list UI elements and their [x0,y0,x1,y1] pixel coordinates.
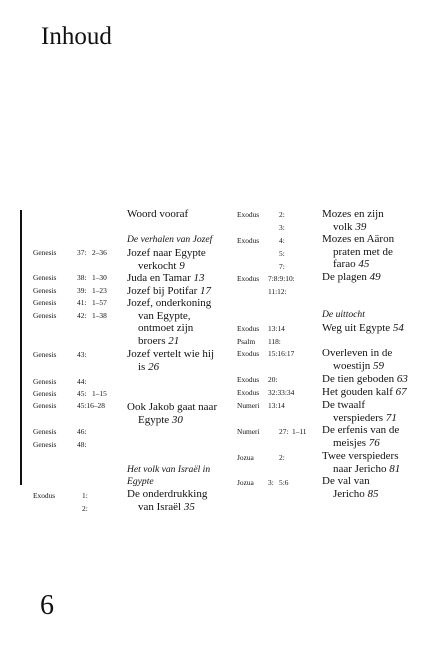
toc-entry: Overleven in de woestijn 59 [322,347,393,372]
toc-entry: Het gouden kalf 67 [322,386,407,398]
toc-entry: De erfenis van de meisjes 76 [322,424,400,449]
section-heading: De uittocht [322,309,365,320]
toc-entry: Twee verspieders naar Jericho 81 [322,450,401,475]
toc-entry: De val van Jericho 85 [322,475,379,500]
section-heading: De verhalen van Jozef [127,234,213,245]
toc-entry: Mozes en zijn volk 39 [322,208,384,233]
toc-entry: Jozef, onderkoning van Egypte, ontmoet zijn broers 21 [127,297,212,347]
section-heading: Het volk van Israël in Egypte [127,464,211,487]
toc-entry: Jozef naar Egypte verkocht 9 [127,247,206,272]
page-number: 6 [40,590,54,621]
margin-bar [20,210,22,485]
toc-entry: Mozes en Aäron praten met de farao 45 [322,233,395,270]
toc-entry: Woord vooraf [127,208,189,220]
toc-entry: Jozef vertelt wie hij is 26 [127,348,215,373]
toc-entry: De tien geboden 63 [322,373,408,385]
toc-entry: Jozef bij Potifar 17 [127,285,212,297]
toc-entry: Ook Jakob gaat naar Egypte 30 [127,401,218,426]
toc-entry: De plagen 49 [322,271,381,283]
toc-entry: De twaalf verspieders 71 [322,399,397,424]
toc-entry: Weg uit Egypte 54 [322,322,404,334]
page-title: Inhoud [41,23,112,50]
toc-entry: De onderdrukking van Israël 35 [127,488,208,513]
toc-entry: Juda en Tamar 13 [127,272,205,284]
